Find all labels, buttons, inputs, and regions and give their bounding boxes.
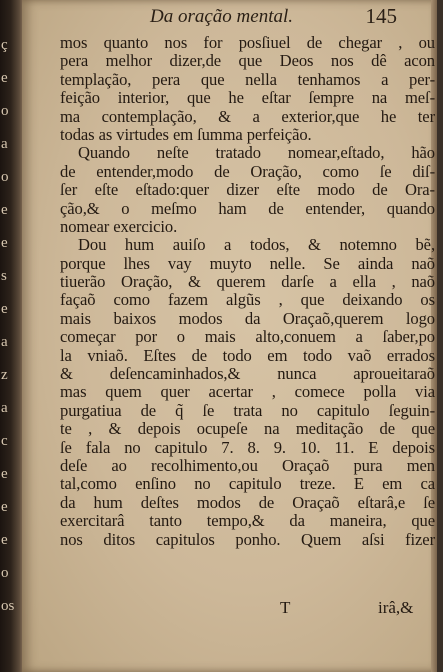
text-line: feição interior, que he eſtar ſempre na meſ- — [60, 88, 435, 108]
text-line: de entender,modo de Oração, como ſe diſ- — [60, 161, 435, 181]
text-line: todas as virtudes em ſumma perfeição. — [60, 124, 312, 144]
previous-page-letter: e — [1, 499, 8, 515]
page-footer — [280, 598, 413, 618]
text-line: la vniaõ. Eſtes de todo em todo vaõ errados — [60, 345, 435, 365]
text-line: templação, pera que nella tenhamos a per- — [60, 69, 435, 89]
signature-mark: T — [280, 598, 291, 617]
text-line: da hum deſtes modos de Oraçaõ eſtarâ,e ſe — [60, 492, 435, 512]
running-title: Da oração mental. — [150, 6, 294, 27]
previous-page-edge — [0, 0, 15, 672]
previous-page-letter: o — [1, 103, 9, 119]
previous-page-letter: e — [1, 235, 8, 251]
text-line: & deſencaminhados,& nunca aproueitaraõ — [60, 364, 435, 384]
previous-page-letter: e — [1, 301, 8, 317]
previous-page-letter: s — [1, 268, 7, 284]
text-line: tiuerão Oração, & querem darſe a ella , naõ — [60, 272, 435, 292]
text-line: nomear exercicio. — [60, 216, 178, 236]
catchword: irâ,& — [378, 598, 414, 617]
text-line: tal,como enſino no capitulo treze. E em ca — [60, 474, 435, 494]
running-header — [58, 4, 397, 34]
text-line: mas quem quer acertar , comece polla via — [60, 382, 435, 402]
page-number: 145 — [365, 4, 397, 28]
text-line: Quando neſte tratado nomear,eſtado, hão — [78, 143, 435, 163]
text-line: começar por o mais alto,conuem a ſaber,po — [60, 327, 435, 347]
text-line: te , & depois ocupeſe na meditação de que — [60, 419, 435, 439]
text-line: purgatiua de q̃ ſe trata no capitulo ſeguin- — [60, 400, 435, 420]
previous-page-letter: os — [1, 598, 15, 614]
text-line: nos ditos capitulos ponho. Quem aſsi fizer — [60, 529, 435, 549]
previous-page-letter: e — [1, 532, 8, 548]
text-line: mos quanto nos for posſiuel de chegar , ou — [60, 33, 435, 52]
text-line: ção,& o meſmo ham de entender, quando — [60, 198, 435, 218]
previous-page-letter: o — [1, 169, 9, 185]
text-line: deſe ao recolhimento,ou Oraçaõ pura men — [60, 455, 435, 475]
text-line: pera melhor dizer,de que Deos nos dê acon — [60, 51, 435, 71]
previous-page-letter: ç — [1, 37, 8, 53]
previous-page-letter: e — [1, 466, 8, 482]
text-line: façaõ como fazem algũs , que deixando os — [60, 290, 435, 310]
previous-page-letter: a — [1, 334, 8, 350]
text-line: ſe fala no capitulo 7. 8. 9. 10. 11. E depois — [60, 437, 435, 457]
text-line: ma contemplação, & a exterior,que he ter — [60, 106, 435, 126]
previous-page-letter: e — [1, 70, 8, 86]
previous-page-letter: o — [1, 565, 9, 581]
text-line: porque lhes vay muyto nelle. Se ainda naõ — [60, 253, 435, 273]
previous-page-letter: c — [1, 433, 8, 449]
previous-page-letter: a — [1, 136, 8, 152]
previous-page-letter: a — [1, 400, 8, 416]
previous-page-letter: e — [1, 202, 8, 218]
text-line: ſer eſte eſtado:quer dizer eſte modo de Ora- — [60, 180, 435, 200]
body-text — [60, 34, 435, 549]
text-line: exercitarâ tanto tempo,& da maneira, que — [60, 511, 435, 531]
book-page — [22, 0, 437, 672]
previous-page-letter: z — [1, 367, 8, 383]
text-line: mais baixos modos da Oraçaõ,querem logo — [60, 308, 435, 328]
text-line: Dou hum auiſo a todos, & notemno bẽ, — [78, 235, 435, 255]
